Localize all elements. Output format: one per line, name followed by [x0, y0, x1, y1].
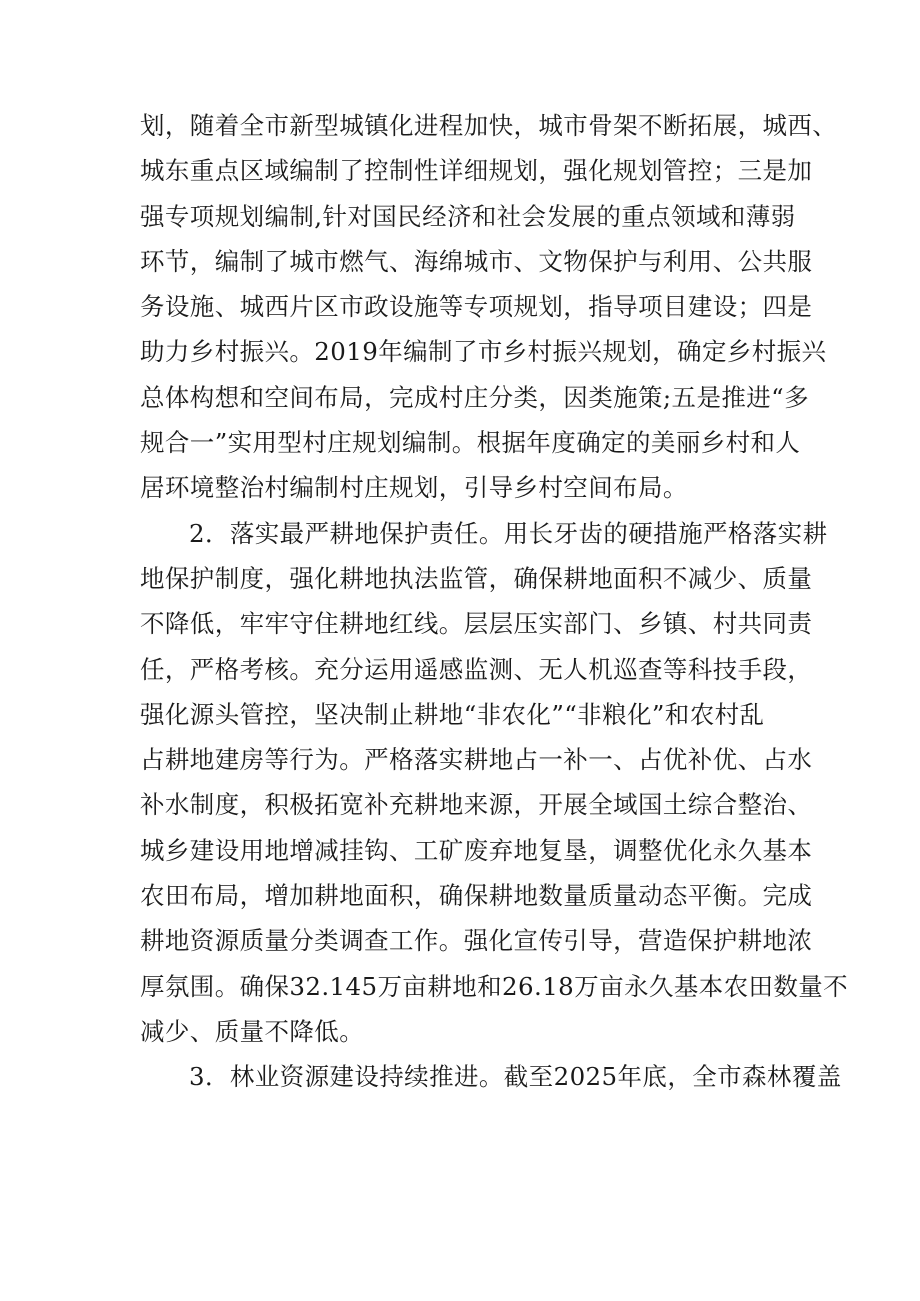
- text-line: 农田布局，增加耕地面积，确保耕地数量质量动态平衡。完成: [140, 881, 813, 911]
- text-line: 规合一”实用型村庄规划编制。根据年度确定的美丽乡村和人: [140, 428, 801, 458]
- text-line: 居环境整治村编制村庄规划，引导乡村空间布局。: [140, 473, 688, 503]
- text-line: 城乡建设用地增减挂钩、工矿废弃地复垦，调整优化永久基本: [140, 835, 813, 865]
- text-line: 总体构想和空间布局，完成村庄分类，因类施策;五是推进“多: [140, 382, 809, 412]
- section-heading-line: 2．落实最严耕地保护责任。用长牙齿的硬措施严格落实耕: [189, 518, 828, 548]
- text-line: 强专项规划编制,针对国民经济和社会发展的重点领域和薄弱: [140, 201, 796, 231]
- section-heading-line: 3．林业资源建设持续推进。截至2025年底，全市森林覆盖: [189, 1062, 842, 1092]
- text-line: 厚氛围。确保32.145万亩耕地和26.18万亩永久基本农田数量不: [140, 971, 849, 1001]
- text-line: 不降低，牢牢守住耕地红线。层层压实部门、乡镇、村共同责: [140, 609, 813, 639]
- text-line: 划，随着全市新型城镇化进程加快，城市骨架不断拓展，城西、: [140, 111, 838, 140]
- text-line: 减少、质量不降低。: [140, 1016, 365, 1046]
- text-line: 环节，编制了城市燃气、海绵城市、文物保护与利用、公共服: [140, 246, 813, 276]
- text-line: 补水制度，积极拓宽补充耕地来源，开展全域国土综合整治、: [140, 790, 813, 820]
- text-line: 占耕地建房等行为。严格落实耕地占一补一、占优补优、占水: [140, 745, 813, 775]
- text-line: 城东重点区域编制了控制性详细规划，强化规划管控；三是加: [140, 156, 813, 186]
- text-line: 助力乡村振兴。2019年编制了市乡村振兴规划，确定乡村振兴: [140, 337, 827, 367]
- body-text: [140, 103, 849, 1100]
- text-line: 耕地资源质量分类调查工作。强化宣传引导，营造保护耕地浓: [140, 926, 813, 956]
- text-line: 任，严格考核。充分运用遥感监测、无人机巡查等科技手段，: [140, 654, 813, 684]
- text-line: 地保护制度，强化耕地执法监管，确保耕地面积不减少、质量: [140, 563, 813, 593]
- text-line: 强化源头管控，坚决制止耕地“非农化”“非粮化”和农村乱: [140, 699, 765, 729]
- text-line: 务设施、城西片区市政设施等专项规划，指导项目建设；四是: [140, 292, 813, 322]
